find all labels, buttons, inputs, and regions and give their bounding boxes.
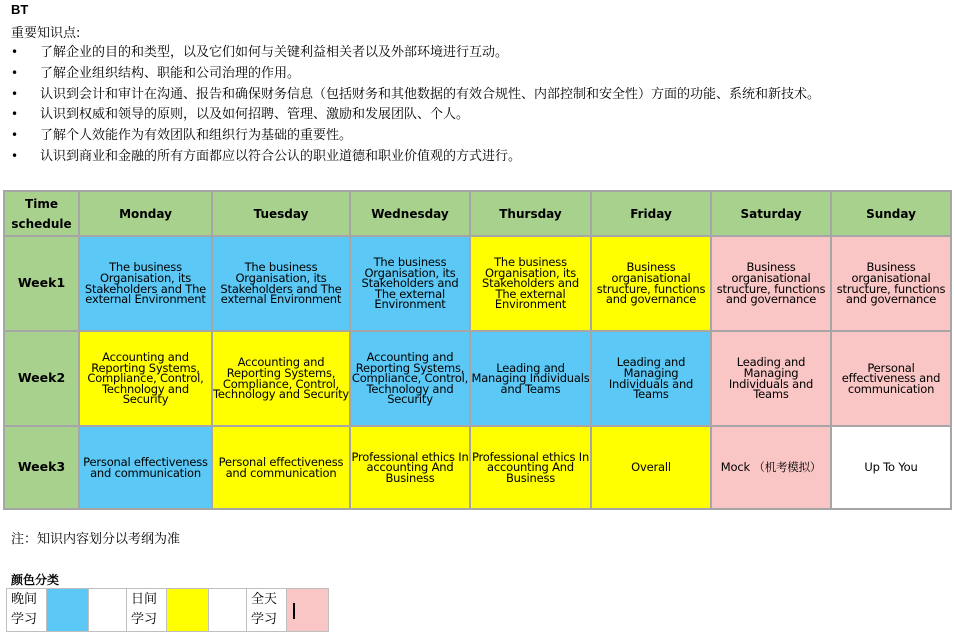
legend-label-fullday: 全天学习 (247, 589, 287, 632)
knowledge-point-text: 了解企业组织结构、职能和公司治理的作用。 (40, 65, 301, 81)
week-label: Week2 (4, 331, 79, 426)
legend-label-evening: 晚间学习 (7, 589, 47, 632)
schedule-cell: Leading and Managing Individuals and Teams (470, 331, 591, 426)
day-header-sunday: Sunday (831, 191, 951, 236)
week-row-3 (4, 426, 951, 509)
knowledge-point (11, 42, 820, 63)
footnote: 注：知识内容划分以考纲为准 (11, 532, 181, 547)
schedule-cell: The business Organisation, its Stakeholders and The external Environment (79, 236, 212, 331)
bullet-icon: • (11, 148, 19, 163)
bullet-icon: • (11, 86, 19, 101)
day-header-wednesday: Wednesday (350, 191, 470, 236)
week-row-1 (4, 236, 951, 331)
study-schedule-table (3, 190, 952, 510)
schedule-cell: Business organisational structure, functions and governance (831, 236, 951, 331)
week-label: Week3 (4, 426, 79, 509)
knowledge-point-text: 了解企业的目的和类型，以及它们如何与关键利益相关者以及外部环境进行互动。 (40, 45, 509, 60)
day-header-tuesday: Tuesday (212, 191, 350, 236)
knowledge-point-text: 认识到商业和金融的所有方面都应以符合公认的职业道德和职业价值观的方式进行。 (40, 148, 522, 164)
legend-swatch-evening (47, 589, 89, 632)
schedule-cell: Personal effectiveness and communication (212, 426, 350, 509)
schedule-cell: Up To You (831, 426, 951, 509)
week-label: Week1 (4, 236, 79, 331)
schedule-cell: Professional ethics In accounting And Business (350, 426, 470, 509)
legend-spacer (89, 589, 127, 632)
legend-swatch-daytime (167, 589, 209, 632)
knowledge-points-heading: 重要知识点: (11, 26, 81, 41)
schedule-cell: The business Organisation, its Stakeholders and The external Environment (470, 236, 591, 331)
legend-title: 颜色分类 (11, 573, 60, 587)
schedule-header-row (4, 191, 951, 236)
schedule-cell: Professional ethics In accounting And Business (470, 426, 591, 509)
bullet-icon: • (11, 45, 19, 59)
knowledge-point (11, 125, 820, 146)
knowledge-point-text: 认识到会计和审计在沟通、报告和确保财务信息（包括财务和其他数据的有效合规性、内部控制和安全性）方面的功能、系统和新技术。 (40, 86, 821, 102)
day-header-saturday: Saturday (711, 191, 831, 236)
schedule-cell: The business Organisation, its Stakeholders and The external Environment (212, 236, 350, 331)
bullet-icon: • (11, 128, 19, 143)
schedule-cell: Leading and Managing Individuals and Teams (591, 331, 711, 426)
schedule-cell: Leading and Managing Individuals and Teams (711, 331, 831, 426)
legend-spacer (209, 589, 247, 632)
bullet-icon: • (11, 65, 19, 80)
document-title: BT (11, 2, 29, 17)
time-schedule-header: Time schedule (4, 191, 79, 236)
legend-swatch-fullday[interactable] (287, 589, 329, 632)
knowledge-point (11, 146, 820, 167)
knowledge-point (11, 104, 820, 125)
schedule-cell: Business organisational structure, functions and governance (591, 236, 711, 331)
week-row-2 (4, 331, 951, 426)
legend-label-daytime: 日间学习 (127, 589, 167, 632)
schedule-cell: Accounting and Reporting Systems, Compliance, Control, Technology and Security (212, 331, 350, 426)
schedule-cell: Mock （机考模拟） (711, 426, 831, 509)
schedule-cell: Business organisational structure, functions and governance (711, 236, 831, 331)
schedule-cell: Personal effectiveness and communication (79, 426, 212, 509)
knowledge-point (11, 84, 820, 105)
schedule-cell: Accounting and Reporting Systems, Compliance, Control, Technology and Security (350, 331, 470, 426)
bullet-icon: • (11, 107, 19, 122)
schedule-cell: Overall (591, 426, 711, 509)
day-header-thursday: Thursday (470, 191, 591, 236)
day-header-friday: Friday (591, 191, 711, 236)
color-legend (6, 588, 329, 632)
schedule-cell: The business Organisation, its Stakeholders and The external Environment (350, 236, 470, 331)
knowledge-points-list (11, 42, 820, 167)
text-cursor (293, 603, 295, 619)
knowledge-point-text: 了解个人效能作为有效团队和组织行为基础的重要性。 (40, 128, 353, 144)
day-header-monday: Monday (79, 191, 212, 236)
schedule-cell: Accounting and Reporting Systems, Compliance, Control, Technology and Security (79, 331, 212, 426)
knowledge-point (11, 63, 820, 84)
schedule-cell: Personal effectiveness and communication (831, 331, 951, 426)
knowledge-point-text: 认识到权威和领导的原则，以及如何招聘、管理、激励和发展团队、个人。 (40, 107, 470, 123)
